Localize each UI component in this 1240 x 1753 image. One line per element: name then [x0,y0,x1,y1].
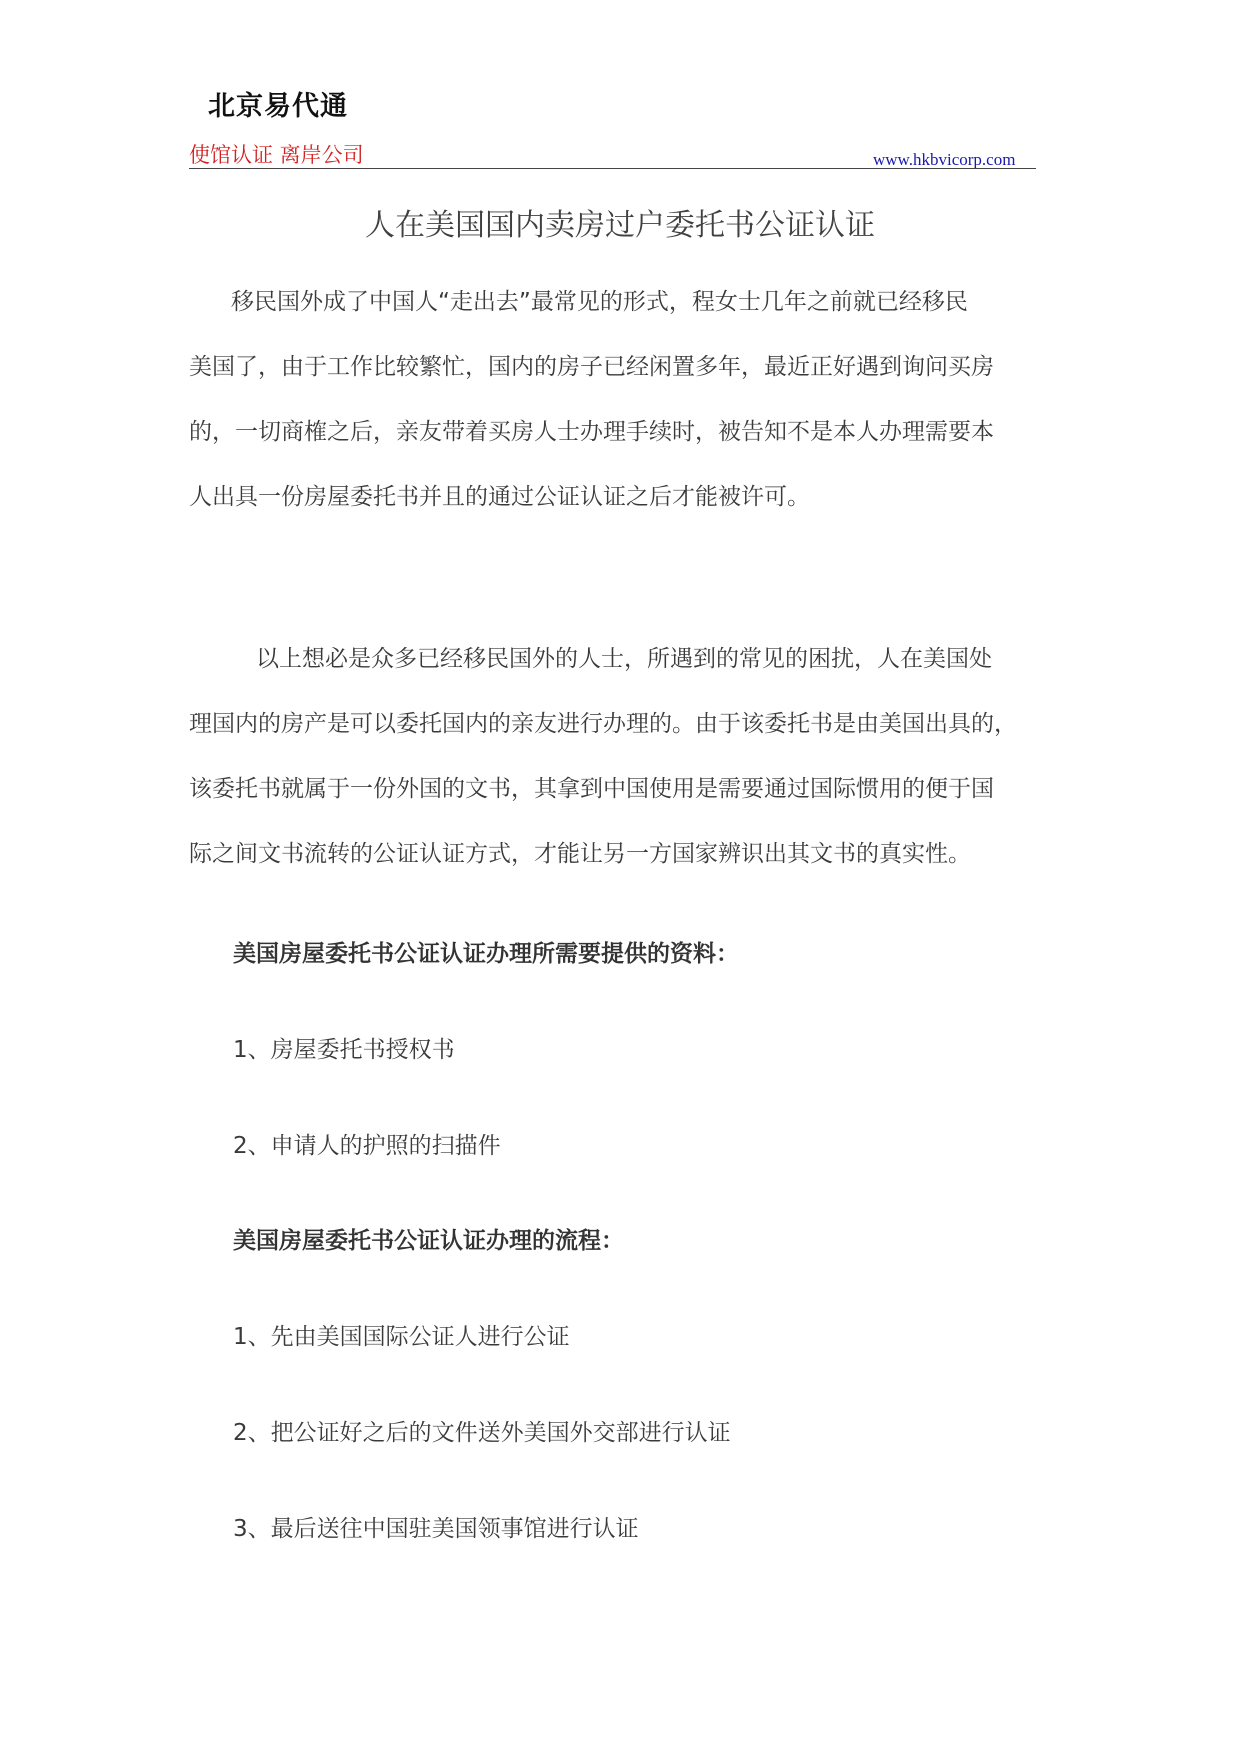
intro-paragraph [189,270,994,530]
brand-tagline: 使馆认证 离岸公司 [189,143,364,167]
process-step-3: 3、最后送往中国驻美国领事馆进行认证 [233,1516,639,1542]
materials-item-2: 2、申请人的护照的扫描件 [233,1133,501,1159]
materials-heading: 美国房屋委托书公证认证办理所需要提供的资料： [233,941,739,967]
intro-line-2: 美国了，由于工作比较繁忙，国内的房子已经闲置多年，最近正好遇到询问买房 [189,354,994,380]
process-step-1: 1、先由美国国际公证人进行公证 [233,1324,570,1350]
intro-line-1: 移民国外成了中国人“走出去”最常见的形式，程女士几年之前就已经移民 [231,289,968,315]
explanation-line-2: 理国内的房产是可以委托国内的亲友进行办理的。由于该委托书是由美国出具的， [189,711,1017,737]
explanation-paragraph [189,627,1017,887]
document-title: 人在美国国内卖房过户委托书公证认证 [365,208,875,243]
materials-item-1: 1、房屋委托书授权书 [233,1037,455,1063]
intro-line-3: 的，一切商榷之后，亲友带着买房人士办理手续时，被告知不是本人办理需要本 [189,419,994,445]
explanation-line-3: 该委托书就属于一份外国的文书，其拿到中国使用是需要通过国际惯用的便于国 [189,776,994,802]
process-heading: 美国房屋委托书公证认证办理的流程： [233,1228,624,1254]
explanation-line-1: 以上想必是众多已经移民国外的人士，所遇到的常见的困扰，人在美国处 [256,646,992,672]
header-divider [189,168,1036,169]
intro-line-4: 人出具一份房屋委托书并且的通过公证认证之后才能被许可。 [189,484,810,510]
brand-name: 北京易代通 [208,91,348,122]
website-link[interactable]: www.hkbvicorp.com [873,150,1016,169]
process-step-2: 2、把公证好之后的文件送外美国外交部进行认证 [233,1420,731,1446]
explanation-line-4: 际之间文书流转的公证认证方式，才能让另一方国家辨识出其文书的真实性。 [189,841,971,867]
